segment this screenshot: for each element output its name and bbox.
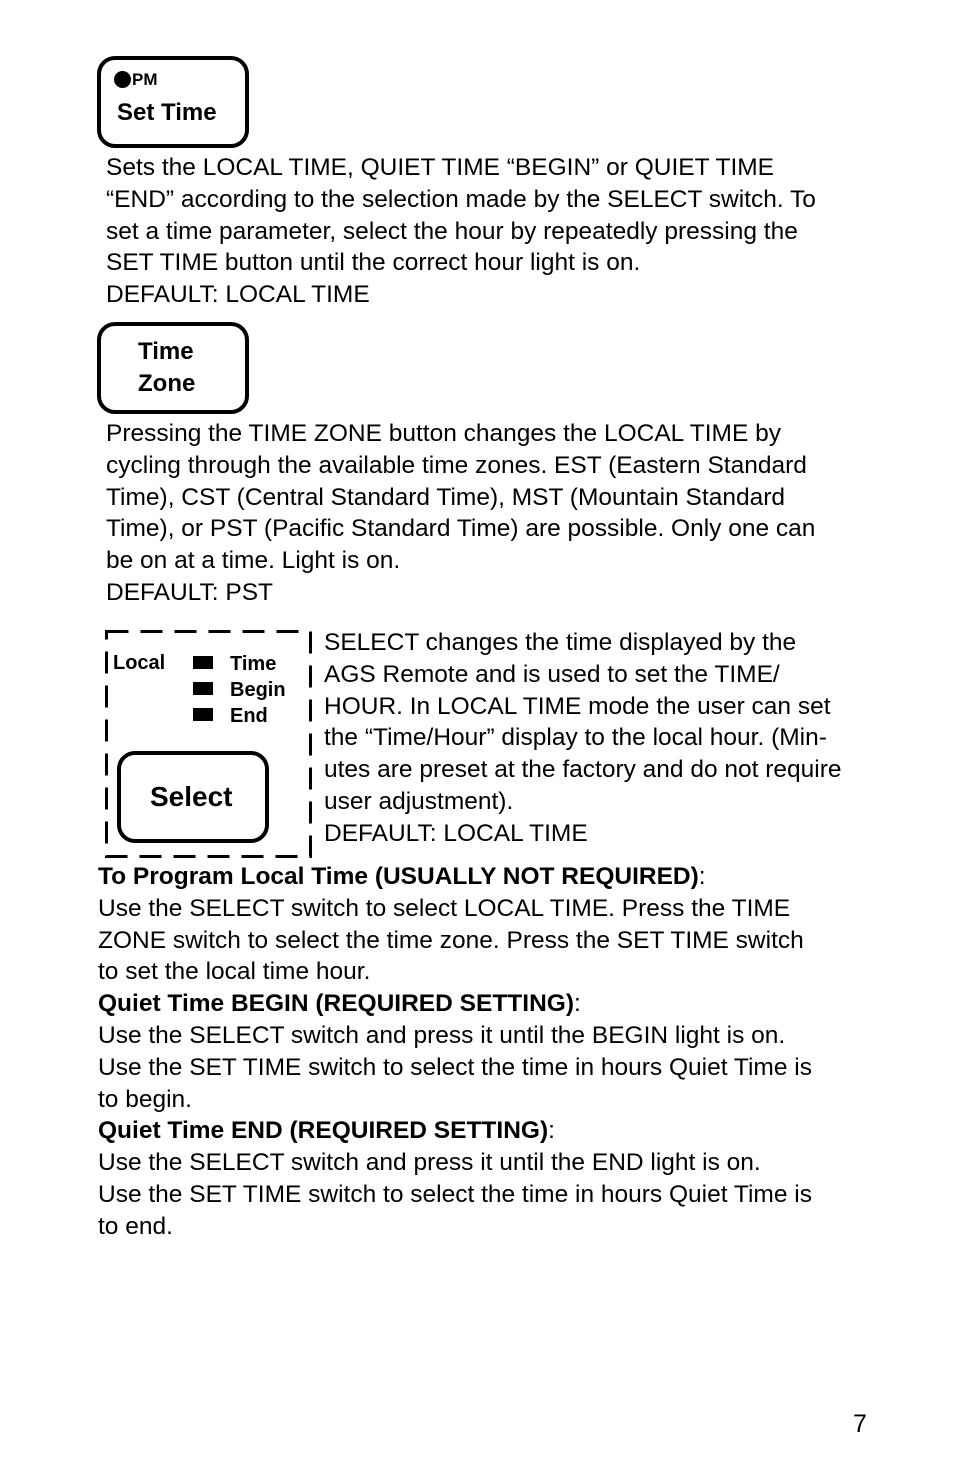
- text-line: user adjustment).: [324, 787, 514, 815]
- quiet-end-heading: Quiet Time END (REQUIRED SETTING):: [98, 1117, 555, 1145]
- text-line: Time), CST (Central Standard Time), MST (Mountain Standard: [106, 483, 785, 511]
- time-indicator-label: Time: [230, 653, 277, 675]
- select-button-label: Select: [150, 781, 233, 812]
- text-line: DEFAULT: PST: [106, 578, 274, 606]
- text-line: the “Time/Hour” display to the local hour. (Min-: [324, 724, 827, 752]
- set-time-description: [106, 152, 816, 311]
- select-description: [324, 627, 842, 850]
- end-indicator-light-icon: [193, 708, 213, 721]
- local-label: Local: [113, 652, 166, 674]
- select-panel: [105, 630, 312, 858]
- time-zone-button-label-line2: Zone: [138, 370, 196, 397]
- time-indicator-light-icon: [193, 656, 213, 669]
- text-line: Use the SET TIME switch to select the time in hours Quiet Time is: [98, 1180, 812, 1208]
- time-zone-description: [106, 418, 815, 609]
- text-line: to begin.: [98, 1085, 192, 1113]
- text-line: cycling through the available time zones. EST (Eastern Standard: [106, 451, 807, 479]
- begin-indicator-light-icon: [193, 682, 213, 695]
- time-zone-button-label-line1: Time: [138, 338, 194, 365]
- text-line: Use the SELECT switch and press it until the BEGIN light is on.: [98, 1021, 786, 1049]
- page-number: 7: [853, 1410, 867, 1438]
- instructions: [98, 861, 812, 1243]
- text-line: Use the SET TIME switch to select the time in hours Quiet Time is: [98, 1053, 812, 1081]
- set-time-button[interactable]: [97, 56, 249, 148]
- text-line: DEFAULT: LOCAL TIME: [324, 819, 588, 847]
- text-line: SELECT changes the time displayed by the: [324, 629, 797, 656]
- text-line: be on at a time. Light is on.: [106, 547, 401, 575]
- text-line: Use the SELECT switch and press it until the END light is on.: [98, 1149, 761, 1177]
- select-button[interactable]: [117, 751, 269, 843]
- text-line: HOUR. In LOCAL TIME mode the user can set: [324, 692, 831, 720]
- program-local-heading: To Program Local Time (USUALLY NOT REQUIRED):: [98, 863, 706, 890]
- text-line: to set the local time hour.: [98, 958, 371, 986]
- text-line: set a time parameter, select the hour by repeatedly pressing the: [106, 217, 798, 245]
- begin-indicator-label: Begin: [230, 679, 286, 701]
- pm-indicator-light-icon: [114, 71, 131, 88]
- text-line: Sets the LOCAL TIME, QUIET TIME “BEGIN” or QUIET TIME: [106, 154, 775, 181]
- text-line: ZONE switch to select the time zone. Press the SET TIME switch: [98, 926, 804, 954]
- quiet-begin-heading: Quiet Time BEGIN (REQUIRED SETTING):: [98, 990, 581, 1018]
- text-line: Time), or PST (Pacific Standard Time) are possible. Only one can: [106, 515, 816, 543]
- text-line: Use the SELECT switch to select LOCAL TIME. Press the TIME: [98, 894, 791, 922]
- text-line: utes are preset at the factory and do not require: [324, 756, 842, 784]
- set-time-button-label: Set Time: [117, 99, 217, 126]
- text-line: DEFAULT: LOCAL TIME: [106, 281, 370, 309]
- pm-indicator-label: PM: [132, 70, 158, 89]
- time-zone-button[interactable]: [97, 322, 249, 414]
- text-line: AGS Remote and is used to set the TIME/: [324, 660, 780, 688]
- text-line: SET TIME button until the correct hour light is on.: [106, 249, 641, 277]
- text-line: to end.: [98, 1212, 173, 1240]
- end-indicator-label: End: [230, 705, 268, 727]
- text-line: “END” according to the selection made by the SELECT switch. To: [106, 185, 816, 213]
- text-line: Pressing the TIME ZONE button changes the LOCAL TIME by: [106, 420, 781, 447]
